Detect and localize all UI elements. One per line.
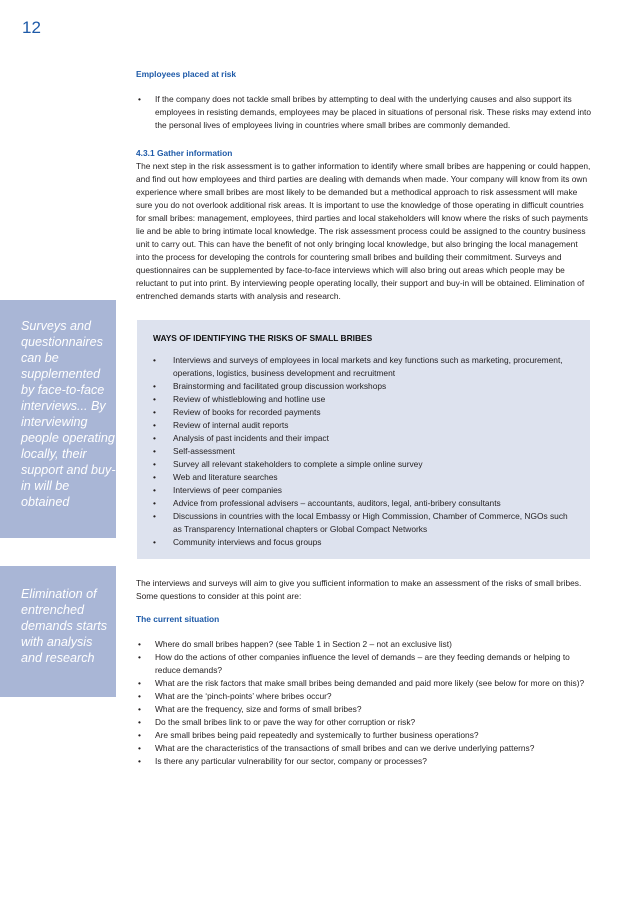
list-item: • Review of books for recorded payments (153, 406, 572, 419)
list-item: • Are small bribes being paid repeatedly and systemically to further business operations? (136, 729, 592, 742)
list-item: • How do the actions of other companies influence the level of demands – are they feeding demands or helping to reduce demands? (136, 651, 592, 677)
list-item: • What are the ‘pinch-points’ where bribes occur? (136, 690, 592, 703)
list-item: • What are the characteristics of the transactions of small bribes and can we derive underlying patterns? (136, 742, 592, 755)
main-content (136, 68, 592, 768)
list-item: • Discussions in countries with the local Embassy or High Commission, Chamber of Commerce, NGOs such as Transparency International chapters or Global Compact Networks (153, 510, 572, 536)
list-item: • Do the small bribes link to or pave the way for other corruption or risk? (136, 716, 592, 729)
list-item: • If the company does not tackle small bribes by attempting to deal with the underlying causes and also support its employees in resisting demands, employees may be placed in situations of personal risk. These risks may extend into the personal lives of employees living in countries where small bribes are commonly demanded. (136, 93, 592, 132)
list-item: • Interviews and surveys of employees in local markets and key functions such as marketing, procurement, operations, logistics, business development and recruitment (153, 354, 572, 380)
list-item: • What are the risk factors that make small bribes being demanded and paid more likely (see below for more on this)? (136, 677, 592, 690)
list-item: • Brainstorming and facilitated group discussion workshops (153, 380, 572, 393)
gather-information-paragraph: The next step in the risk assessment is to gather information to identify where small bribes are happening or could happen, and find out how employees and third parties are dealing with demands when made. Your company will know from its own experience where small bribes are most likely to be demanded but a methodical approach to risk assessment will make sure you do not overlook additional risk areas. It is important to use the knowledge of those operating in difficult countries for small bribes: management, employees, third parties and local stakeholders will know where the risks of such payments lie and be able to bring intimate local knowledge. The risk assessment process could be assigned to the country business unit to carry out. This can have the benefit of not only bringing local knowledge, but also bringing the local management into the process for developing the controls for countering small bribes and building their commitment. Surveys and questionnaires can be supplemented by face-to-face interviews which will also bring out areas which people may be reluctant to put into print. By interviewing people operating locally, their support and buy-in will be obtained. Elimination of entrenched demands starts with analysis and research. (136, 161, 591, 301)
list-item: • Advice from professional advisers – accountants, auditors, legal, anti-bribery consultants (153, 497, 572, 510)
interviews-intro-paragraph: The interviews and surveys will aim to give you sufficient information to make an assessment of the risks of small bribes. Some questions to consider at this point are: (136, 578, 582, 601)
list-item: • Interviews of peer companies (153, 484, 572, 497)
sidebar-pull-quote-surveys: Surveys and questionnaires can be supplemented by face-to-face interviews... By interviewing people operating locally, their support and buy-in will be obtained (0, 300, 116, 538)
list-item: • Analysis of past incidents and their impact (153, 432, 572, 445)
list-item: • What are the frequency, size and forms of small bribes? (136, 703, 592, 716)
list-item: • Survey all relevant stakeholders to complete a simple online survey (153, 458, 572, 471)
sidebar-pull-quote-elimination: Elimination of entrenched demands starts with analysis and research (0, 566, 116, 697)
ways-of-identifying-box (137, 320, 590, 559)
ways-box-title: WAYS OF IDENTIFYING THE RISKS OF SMALL BRIBES (153, 333, 373, 343)
list-item: • Web and literature searches (153, 471, 572, 484)
list-item: • Self-assessment (153, 445, 572, 458)
current-situation-heading: The current situation (136, 614, 220, 624)
list-item: • Review of whistleblowing and hotline use (153, 393, 572, 406)
ways-list (153, 354, 572, 549)
list-item: • Review of internal audit reports (153, 419, 572, 432)
employees-risk-list (136, 93, 592, 132)
gather-information-heading: 4.3.1 Gather information (136, 148, 233, 158)
list-item: • Where do small bribes happen? (see Table 1 in Section 2 – not an exclusive list) (136, 638, 592, 651)
page-number: 12 (22, 18, 41, 37)
employees-risk-heading: Employees placed at risk (136, 69, 237, 79)
current-situation-list (136, 638, 592, 768)
list-item: • Is there any particular vulnerability for our sector, company or processes? (136, 755, 592, 768)
list-item: • Community interviews and focus groups (153, 536, 572, 549)
